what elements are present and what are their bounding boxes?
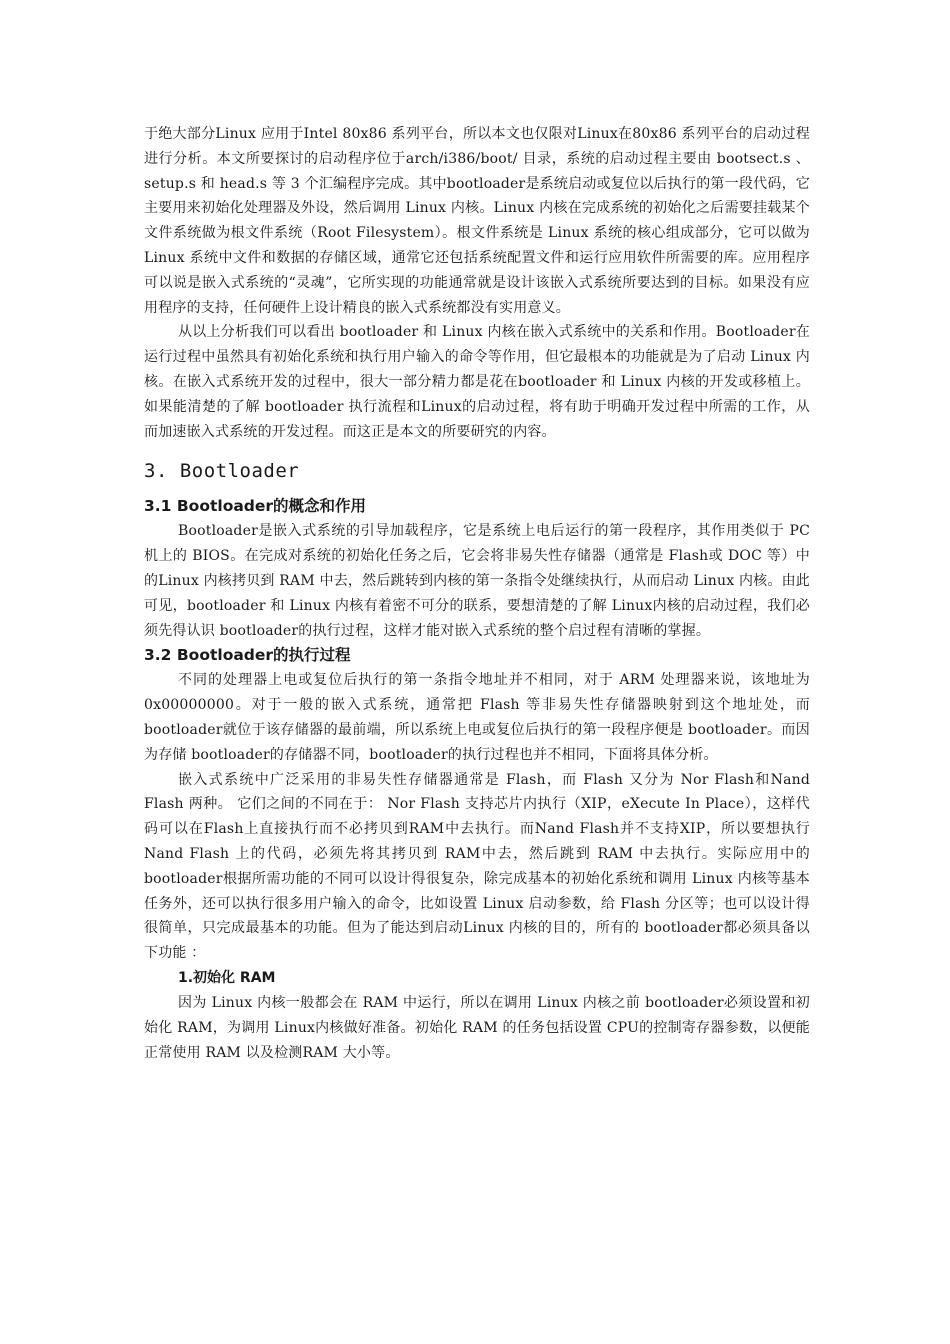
paragraph-3-2-b: 嵌入式系统中广泛采用的非易失性存储器通常是 Flash，而 Flash 又分为 Nor Flash和Nand Flash 两种。 它们之间的不同在于： Nor Flash 支持芯片内执行（XIP，eXecute In Place），这样代码可以在Flash上直接执行而不必拷贝到RAM中去执行。而Nand Flash并不支持XIP，所以要想执行 Nand Flash 上的代码，必须先将其拷贝到 RAM中去，然后跳到 RAM 中去执行。实际应用中的 bootloader根据所需功能的不同可以设计得很复杂，除完成基本的初始化系统和调用 Linux 内核等基本任务外，还可以执行很多用户输入的命令，比如设置 Linux 启动参数，给 Flash 分区等；也可以设计得很简单，只完成最基本的功能。但为了能达到启动Linux 内核的目的，所有的 bootloader都必须具备以下功能 ： xyxy=(144,771,810,962)
subsection-heading-3-2: 3.2 Bootloader的执行过程 xyxy=(144,646,351,665)
paragraph-intro: 于绝大部分Linux 应用于Intel 80x86 系列平台，所以本文也仅限对Linux在80x86 系列平台的启动过程进行分析。本文所要探讨的启动程序位于arch/i386/boot/ 目录，系统的启动过程主要由 bootsect.s 、setup.s 和 head.s 等 3 个汇编程序完成。其中bootloader是系统启动或复位以后执行的第一段代码，它主要用来初始化处理器及外设，然后调用 Linux 内核。Linux 内核在完成系统的初始化之后需要挂载某个文件系统做为根文件系统（Root Filesystem）。根文件系统是 Linux 系统的核心组成部分，它可以做为Linux 系统中文件和数据的存储区域，通常它还包括系统配置文件和运行应用软件所需要的库。应用程序可以说是嵌入式系统的“灵魂”，它所实现的功能通常就是设计该嵌入式系统所要达到的目标。如果没有应用程序的支持，任何硬件上设计精良的嵌入式系统都没有实用意义。 xyxy=(144,126,810,316)
document-page xyxy=(144,122,810,1065)
paragraph-3-1: Bootloader是嵌入式系统的引导加载程序，它是系统上电后运行的第一段程序，其作用类似于 PC 机上的 BIOS。在完成对系统的初始化任务之后，它会将非易失性存储器（通常是 Flash或 DOC 等）中的Linux 内核拷贝到 RAM 中去，然后跳转到内核的第一条指令处继续执行，从而启动 Linux 内核。由此可见，bootloader 和 Linux 内核有着密不可分的联系，要想清楚的了解 Linux内核的启动过程，我们必须先得认识 bootloader的执行过程，这样才能对嵌入式系统的整个启过程有清晰的掌握。 xyxy=(144,523,810,639)
subsection-heading-3-1: 3.1 Bootloader的概念和作用 xyxy=(144,497,367,516)
paragraph-analysis: 从以上分析我们可以看出 bootloader 和 Linux 内核在嵌入式系统中的关系和作用。Bootloader在运行过程中虽然具有初始化系统和执行用户输入的命令等作用，但它最根本的功能就是为了启动 Linux 内核。在嵌入式系统开发的过程中，很大一部分精力都是花在bootloader 和 Linux 内核的开发或移植上。如果能清楚的了解 bootloader 执行流程和Linux的启动过程，将有助于明确开发过程中所需的工作，从而加速嵌入式系统的开发过程。而这正是本文的所要研究的内容。 xyxy=(144,324,810,440)
section-heading-bootloader: 3. Bootloader xyxy=(144,460,300,483)
item-heading-init-ram: 1.初始化 RAM xyxy=(178,969,276,986)
paragraph-init-ram: 因为 Linux 内核一般都会在 RAM 中运行，所以在调用 Linux 内核之前 bootloader必须设置和初始化 RAM，为调用 Linux内核做好准备。初始化 RAM 的任务包括设置 CPU的控制寄存器参数，以便能正常使用 RAM 以及检测RAM 大小等。 xyxy=(144,994,810,1061)
paragraph-3-2-a: 不同的处理器上电或复位后执行的第一条指令地址并不相同，对于 ARM 处理器来说，该地址为 0x00000000。对于一般的嵌入式系统，通常把 Flash 等非易失性存储器映射到这个地址处，而 bootloader就位于该存储器的最前端，所以系统上电或复位后执行的第一段程序便是 bootloader。而因为存储 bootloader的存储器不同，bootloader的执行过程也并不相同，下面将具体分析。 xyxy=(144,672,810,763)
